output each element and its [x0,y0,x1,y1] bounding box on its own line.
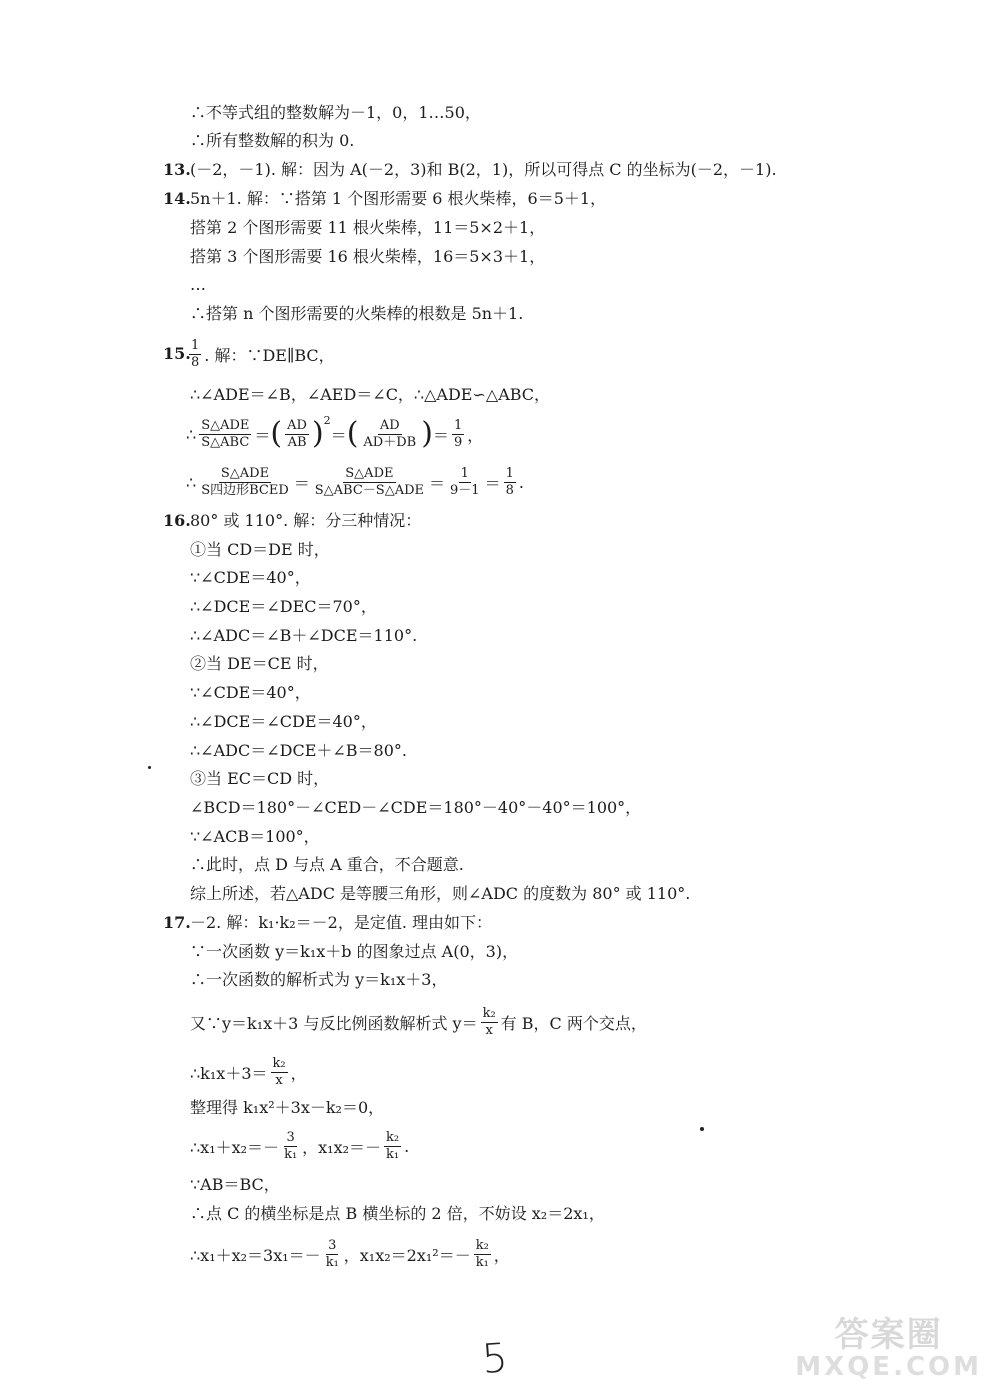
fraction: $\frac{AD}{AD+DB}$ [363,417,417,450]
fraction: $\frac{1}{9}$ [453,417,463,450]
fraction: $\frac{1}{8}$ [191,337,200,370]
fraction: $\frac{\text{S△ADE}}{\text{S△ABC}}$ [201,417,250,450]
fraction: $\frac{\text{k₂}}{\text{k₁}}$ [475,1237,489,1270]
fraction: $\frac{\text{S△ADE}}{\text{S四边形BCED}}$ [201,465,289,498]
equation-area-quad: ∴ $\frac{\text{S△ADE}}{\text{S四边形BCED}}$ ＝ $\frac{\text{S△ADE}}{\text{S△ABC－S△ADE}}$ ＝ $\frac{1}{9-1}$ ＝ $\frac{1}{8}$ . [186,465,524,498]
fraction: $\frac{\text{k₂}}{\text{k₁}}$ [386,1129,400,1162]
text-line: ∵AB＝BC， [190,1175,280,1194]
text-line: ∴搭第 n 个图形需要的火柴棒的根数是 5n＋1. [190,304,524,323]
text-line: (－2，－1). 解：因为 A(－2，3)和 B(2，1)，所以可得点 C 的坐标为(－2，－1). [190,160,777,179]
text-line: … [190,275,206,294]
text-line: ∵一次函数 y＝k₁x＋b 的图象过点 A(0，3)， [190,942,519,961]
watermark-logo [795,1307,982,1382]
equation-vieta: ∴x₁＋x₂＝－ $\frac{3}{\text{k₁}}$ ，x₁x₂＝－ $\frac{\text{k₂}}{\text{k₁}}$ . [190,1129,410,1162]
text-line: ∴此时，点 D 与点 A 重合，不合题意. [190,855,464,874]
fraction: $\frac{\text{S△ADE}}{\text{S△ABC－S△ADE}}$ [314,465,425,498]
text-line: ∴不等式组的整数解为－1，0，1…50， [190,103,481,122]
problem-number: 16. [163,511,191,530]
fraction: $\frac{1}{8}$ [505,465,514,498]
text-line: ∵∠ACB＝100°， [190,827,320,846]
page-number: 5 [480,1335,510,1383]
text-line: ∠BCD＝180°－∠CED－∠CDE＝180°－40°－40°＝100°， [190,798,642,817]
text-line: ∴∠DCE＝∠DEC＝70°， [190,597,377,616]
fraction: $\frac{3}{\text{k₁}}$ [325,1237,339,1270]
watermark-en: MXQE.COM [795,1352,982,1382]
text-line: 80° 或 110°. 解：分三种情况： [190,511,422,530]
text-line: －2. 解：k₁·k₂＝－2，是定值. 理由如下： [190,913,493,932]
text-line: ∵∠CDE＝40°， [190,683,311,702]
text-line: ∴∠ADE＝∠B，∠AED＝∠C，∴△ADE∽△ABC， [190,385,551,404]
equation-substitution: ∴x₁＋x₂＝3x₁＝－ $\frac{3}{\text{k₁}}$ ，x₁x₂＝2x₁²＝－ $\frac{\text{k₂}}{\text{k₁}}$ ， [190,1237,510,1270]
fraction: $\frac{3}{\text{k₁}}$ [284,1129,298,1162]
problem-number: 17. [163,913,191,932]
speck-mark [700,1127,704,1131]
text-line: ∴∠ADC＝∠DCE＋∠B＝80°. [190,741,407,760]
problem-number: 13. [163,160,191,179]
speck-mark [148,766,151,769]
text-line: ①当 CD＝DE 时， [190,540,330,559]
text-line: 搭第 2 个图形需要 11 根火柴棒，11＝5×2＋1， [190,218,546,237]
text-line: ∵∠CDE＝40°， [190,568,311,587]
problem-number: 15. [163,344,191,363]
text-line: ∴一次函数的解析式为 y＝k₁x＋3， [190,970,448,989]
problem-15-answer: $\frac{1}{8}$ . 解：∵DE∥BC， [191,337,335,370]
text-line: 搭第 3 个图形需要 16 根火柴棒，16＝5×3＋1， [190,247,546,266]
text-line: ∴点 C 的横坐标是点 B 横坐标的 2 倍，不妨设 x₂＝2x₁， [190,1204,605,1223]
fraction: $\frac{1}{9-1}$ [450,465,480,498]
text-line: ∴所有整数解的积为 0. [190,131,355,150]
text-line: 整理得 k₁x²＋3x－k₂＝0， [190,1098,385,1117]
equation-set-equal: ∴k₁x＋3＝ $\frac{\text{k₂}}{x}$ ， [190,1055,307,1088]
text-line: ②当 DE＝CE 时， [190,654,329,673]
text-line: 5n＋1. 解：∵搭第 1 个图形需要 6 根火柴棒，6＝5＋1， [190,189,607,208]
text-line: ∴∠DCE＝∠CDE＝40°， [190,712,377,731]
watermark-cn: 答案圈 [834,1315,943,1355]
problem-number: 14. [163,189,191,208]
equation-intersection: 又∵y＝k₁x＋3 与反比例函数解析式 y＝ $\frac{\text{k₂}}{x}$ 有 B，C 两个交点， [190,1005,647,1038]
text-line: 综上所述，若△ADC 是等腰三角形，则∠ADC 的度数为 80° 或 110°. [190,884,691,903]
equation-area-ratio: ∴ $\frac{\text{S△ADE}}{\text{S△ABC}}$ ＝ ( $\frac{AD}{AB}$ ) $^2$ ＝ ( $\frac{AD}{AD+DB}$ ) ＝ $\frac{1}{9}$ ， [186,414,484,451]
text-line: ∴∠ADC＝∠B＋∠DCE＝110°. [190,626,418,645]
fraction: $\frac{\text{k₂}}{x}$ [272,1055,286,1088]
text-line: ③当 EC＝CD 时， [190,769,330,788]
fraction: $\frac{\text{k₂}}{x}$ [482,1005,496,1038]
fraction: $\frac{AD}{AB}$ [287,417,307,450]
